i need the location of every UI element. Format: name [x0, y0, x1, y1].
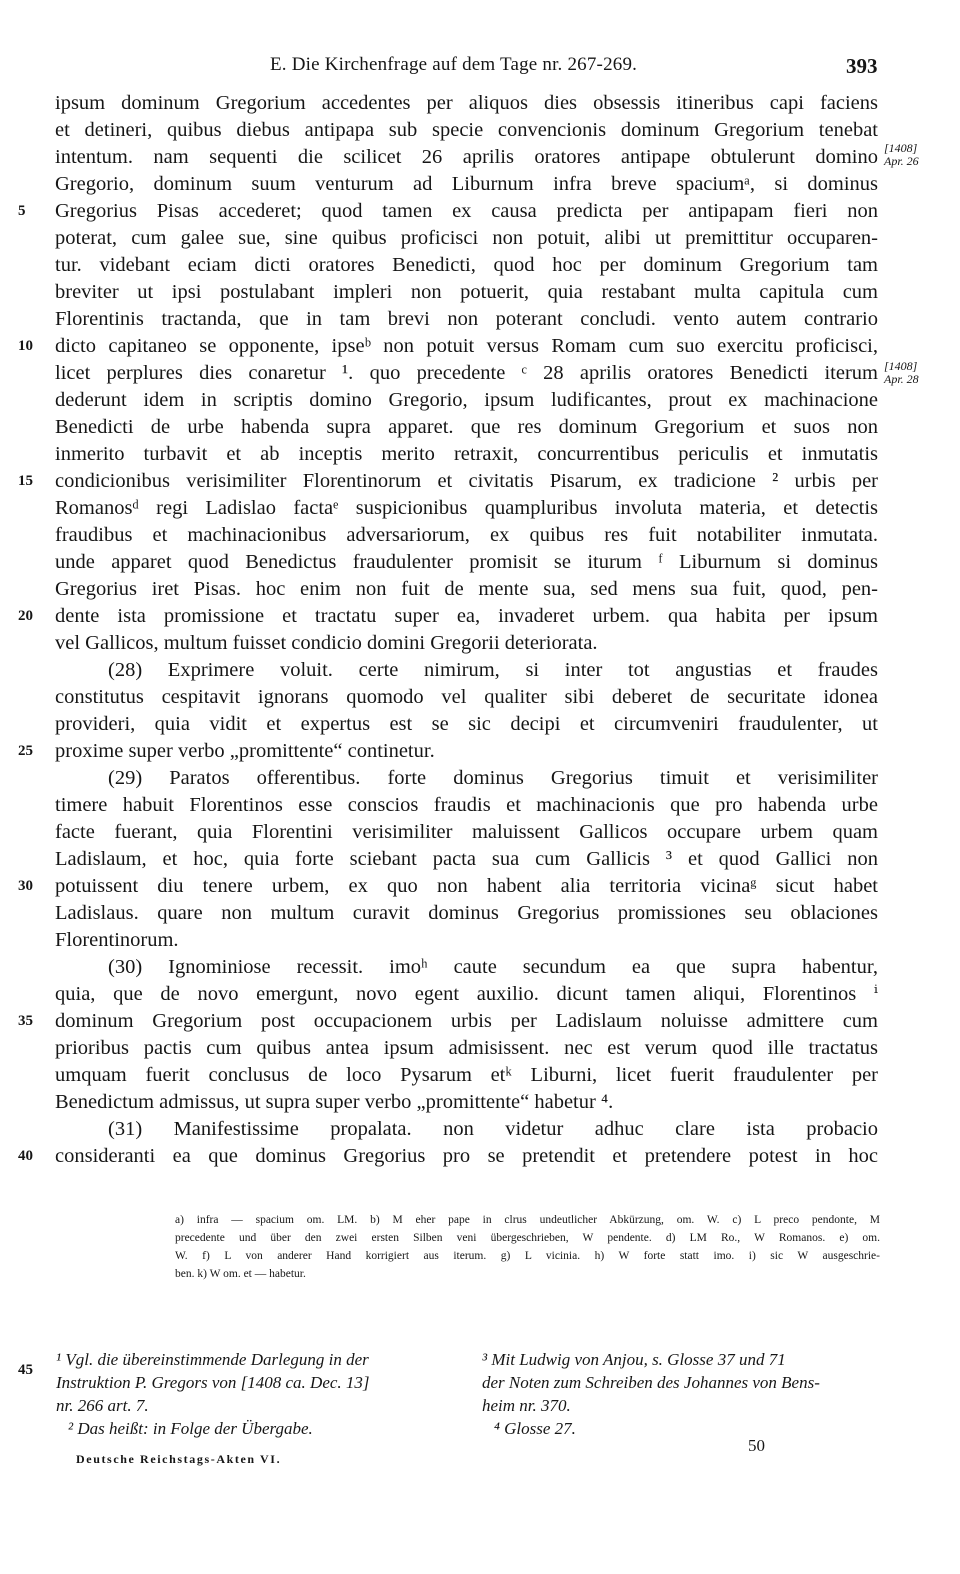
- text-line: Benedicti de urbe habenda supra apparet. que res dominum Gregorium et suos non: [55, 416, 878, 438]
- printer-signature: Deutsche Reichstags-Akten VI.: [76, 1452, 282, 1466]
- footnote-line: ⁴ Glosse 27.: [494, 1419, 576, 1438]
- text-line: quia, que de novo emergunt, novo egent auxilio. dicunt tamen aliqui, Florentinos ⁱ: [55, 983, 878, 1005]
- text-line: et detineri, quibus diebus antipapa sub specie convencionis dominum Gregorium tenebat: [55, 119, 878, 141]
- text-line: constitutus cespitavit ignorans quomodo vel qualiter sibi deberet de securitate idonea: [55, 686, 878, 708]
- text-line: intentum. nam sequenti die scilicet 26 aprilis oratores antipape obtulerunt domino: [55, 146, 878, 168]
- text-line: fraudibus et machinacionibus adversariorum, ex quibus res fuit notabiliter inmutata.: [55, 524, 878, 546]
- text-line: unde apparet quod Benedictus fraudulenter promisit se iturum ᶠ Liburnum si dominus: [55, 551, 878, 573]
- footnotes-left-column: [56, 1348, 456, 1440]
- text-line: proxime super verbo „promittente“ continetur.: [55, 740, 435, 762]
- footnote-line: nr. 266 art. 7.: [56, 1396, 149, 1415]
- text-line: licet perplures dies conaretur ¹. quo precedente ᶜ 28 aprilis oratores Benedicti iterum: [55, 362, 878, 384]
- text-line: Florentinorum.: [55, 929, 179, 951]
- page-header: [0, 54, 960, 78]
- line-number: 15: [18, 473, 33, 489]
- text-line: consideranti ea que dominus Gregorius pro se pretendit et pretendere potest in hoc: [55, 1145, 878, 1167]
- footnote-line: Instruktion P. Gregors von [1408 ca. Dec. 13]: [56, 1373, 370, 1392]
- text-line: Ladislaum, et hoc, quia forte sciebant pacta sua cum Gallicis ³ et quod Gallici non: [55, 848, 878, 870]
- text-line: umquam fuerit conclusus de loco Pysarum etᵏ Liburni, licet fuerit fraudulenter per: [55, 1064, 878, 1086]
- apparatus-line: ben. k) W om. et — habetur.: [175, 1268, 306, 1280]
- text-line: vel Gallicos, multum fuisset condicio domini Gregorii deteriorata.: [55, 632, 598, 654]
- text-line: Benedictum admissus, ut supra super verbo „promittente“ habetur ⁴.: [55, 1091, 614, 1113]
- text-line: prioribus pactis cum quibus antea ipsum admisissent. nec est verum quod ille tractatus: [55, 1037, 878, 1059]
- text-line: Gregorius iret Pisas. hoc enim non fuit de mente sua, sed mens sua fuit, quod, pen-: [55, 578, 878, 600]
- text-line: breviter ut ipsi postulabant impleri non potuerit, quia restabant multa capitula cum: [55, 281, 878, 303]
- apparatus-line: W. f) L von anderer Hand korrigiert aus iterum. g) L vicinia. h) W forte statt imo. i) sic W ausgeschrie-: [175, 1250, 880, 1262]
- text-line: Gregorius Pisas accederet; quod tamen ex causa predicta per antipapam fieri non: [55, 200, 878, 222]
- running-head: E. Die Kirchenfrage auf dem Tage nr. 267-269.: [270, 54, 638, 75]
- margin-note-year: [1408]: [884, 359, 918, 373]
- margin-note-date: Apr. 28: [884, 372, 919, 386]
- sheet-number: 50: [748, 1436, 765, 1455]
- text-line: dominum Gregorium post occupacionem urbis per Ladislaum noluisse admittere cum: [55, 1010, 878, 1032]
- margin-note-year: [1408]: [884, 141, 918, 155]
- line-number: 35: [18, 1013, 33, 1029]
- gloss-heading-line: (28) Exprimere voluit. certe nimirum, si inter tot angustias et fraudes: [108, 659, 878, 681]
- page-number: 393: [846, 54, 878, 78]
- line-number: 25: [18, 743, 33, 759]
- text-line: facte fuerant, quia Florentini verisimiliter maluissent Gallicos occupare urbem quam: [55, 821, 878, 843]
- margin-date-note: [884, 142, 954, 168]
- margin-date-note: [884, 360, 954, 386]
- line-number: 45: [18, 1362, 33, 1378]
- apparatus-line: a) infra — spacium om. LM. b) M eher pape in clrus undeutlicher Abkürzung, om. W. c) L preco pendonte, M: [175, 1214, 880, 1226]
- gloss-heading-line: (30) Ignominiose recessit. imoʰ caute secundum ea que supra habentur,: [108, 956, 878, 978]
- text-line: inmerito turbavit et ab inceptis merito retraxit, concurrentibus periculis et inmutatis: [55, 443, 878, 465]
- text-line: provideri, quia vidit et expertus est se sic decipi et circumveniri fraudulenter, ut: [55, 713, 878, 735]
- text-line: Ladislaus. quare non multum curavit dominus Gregorius promissiones seu oblaciones: [55, 902, 878, 924]
- margin-note-date: Apr. 26: [884, 154, 919, 168]
- footnotes-right-column: [482, 1348, 877, 1440]
- line-number: 10: [18, 338, 33, 354]
- footnote-line: ¹ Vgl. die übereinstimmende Darlegung in der: [56, 1350, 369, 1369]
- apparatus-line: precedente und über den zwei ersten Silben veni übergeschrieben, W pendente. d) LM Ro., W Romanos. e) om.: [175, 1232, 880, 1244]
- text-line: ipsum dominum Gregorium accedentes per aliquos dies obsessis itineribus capi faciens: [55, 92, 878, 114]
- text-line: dederunt idem in scriptis domino Gregorio, ipsum ludificantes, prout ex machinacione: [55, 389, 878, 411]
- gloss-heading-line: (29) Paratos offerentibus. forte dominus Gregorius timuit et verisimiliter: [108, 767, 878, 789]
- text-line: Florentinis tractanda, que in tam brevi non poterant concludi. vento autem contrario: [55, 308, 878, 330]
- text-line: condicionibus verisimiliter Florentinorum et civitatis Pisarum, ex tradicione ² urbis per: [55, 470, 878, 492]
- text-line: tur. videbant eciam dicti oratores Benedicti, quod hoc per dominum Gregorium tam: [55, 254, 878, 276]
- footnote-line: ² Das heißt: in Folge der Übergabe.: [68, 1419, 313, 1438]
- text-line: dicto capitaneo se opponente, ipseᵇ non potuit versus Romam cum suo exercitu proficisci,: [55, 335, 878, 357]
- footnote-line: der Noten zum Schreiben des Johannes von Bens-: [482, 1373, 820, 1392]
- line-number: 30: [18, 878, 33, 894]
- line-number: 20: [18, 608, 33, 624]
- footnote-line: heim nr. 370.: [482, 1396, 571, 1415]
- footnote-line: ³ Mit Ludwig von Anjou, s. Glosse 37 und 71: [482, 1350, 786, 1369]
- text-line: dente ista promissione et tractatu super ea, invaderet urbem. qua habita per ipsum: [55, 605, 878, 627]
- text-line: poterat, cum galee sue, sine quibus proficisci non potuit, alibi ut premittitur occuparen-: [55, 227, 878, 249]
- gloss-heading-line: (31) Manifestissime propalata. non videtur adhuc clare ista probacio: [108, 1118, 878, 1140]
- text-line: potuissent diu tenere urbem, ex quo non habent alia territoria vicinaᵍ sicut habet: [55, 875, 878, 897]
- text-line: Romanosᵈ regi Ladislao factaᵉ suspicionibus quampluribus involuta materia, et detectis: [55, 497, 878, 519]
- line-number: 5: [18, 203, 26, 219]
- text-line: timere habuit Florentinos esse conscios fraudis et machinacionis que pro habenda urbe: [55, 794, 878, 816]
- line-number: 40: [18, 1148, 33, 1164]
- text-line: Gregorio, dominum suum venturum ad Liburnum infra breve spaciumᵃ, si dominus: [55, 173, 878, 195]
